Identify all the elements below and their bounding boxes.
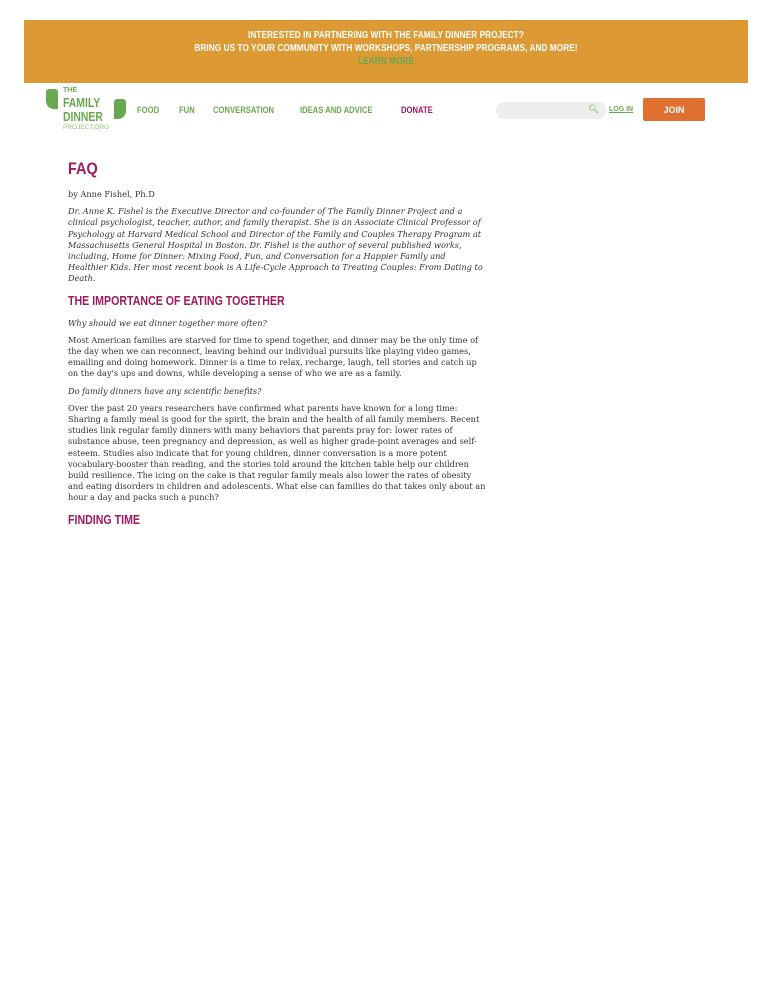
quote-open-icon [46, 89, 58, 109]
logo-dinner: DINNER [63, 109, 103, 124]
answer: Most American families are starved for time to spend together, and dinner may be the only time of the day when we can reconnect, leaving behind our individual pursuits like playing video games, emailing and doing homework. Dinner is a time to relax, recharge, laugh, tell stories and catch up on the day's ups and downs, while developing a sense of who we are as a family. [68, 334, 479, 379]
page-title: FAQ [68, 159, 98, 178]
article [68, 158, 486, 533]
logo-the: THE [63, 87, 77, 94]
promo-banner [24, 20, 748, 83]
nav-links [137, 105, 451, 115]
banner-line-2: BRING US TO YOUR COMMUNITY WITH WORKSHOPS, PARTNERSHIP PROGRAMS, AND MORE! [194, 43, 578, 54]
nav-fun[interactable]: FUN [178, 105, 195, 115]
logo[interactable] [46, 87, 130, 133]
question: Do family dinners have any scientific benefits? [68, 385, 262, 396]
fork-quote-icon [114, 99, 126, 119]
search-icon[interactable]: 🔍︎ [588, 104, 600, 114]
join-button[interactable]: JOIN [643, 98, 705, 121]
author-bio: Dr. Anne K. Fishel is the Executive Director and co-founder of The Family Dinner Project and a clinical psychologist, teacher, author, and family therapist. She is an Associate Clinical Professor of Psychology at Harvard Medical School and Director of the Family and Couples Therapy Program at Massachusetts General Hospital in Boston. Dr. Fishel is the author of several published works, including, Home for Dinner: Mixing Food, Fun, and Conversation for a Happier Family and Healthier Kids. Her most recent book is A Life-Cycle Approach to Treating Couples: From Dating to Death. [68, 206, 483, 284]
nav-food[interactable]: FOOD [137, 105, 160, 115]
logo-family: FAMILY [63, 95, 101, 110]
section-heading: FINDING TIME [68, 512, 141, 527]
section-heading: THE IMPORTANCE OF EATING TOGETHER [68, 293, 285, 308]
nav-donate[interactable]: DONATE [400, 105, 433, 115]
byline: by Anne Fishel, Ph.D [68, 189, 155, 199]
login-link[interactable]: LOG IN [609, 106, 634, 113]
nav-ideas-and-advice[interactable]: IDEAS AND ADVICE [299, 105, 373, 115]
learn-more-link[interactable]: LEARN MORE [358, 56, 414, 67]
banner-line-1: INTERESTED IN PARTNERING WITH THE FAMILY DINNER PROJECT? [248, 30, 524, 41]
logo-org: PROJECT.ORG [63, 124, 110, 131]
nav-conversation[interactable]: CONVERSATION [212, 105, 274, 115]
question: Why should we eat dinner together more often? [68, 317, 267, 328]
main-nav [24, 84, 748, 134]
answer: Over the past 20 years researchers have confirmed what parents have known for a long time: Sharing a family meal is good for the spirit, the brain and the health of all family members. Recent studies link regular family dinners with many behaviors that parents pray for: lower rates of substance abuse, teen pregnancy and depression, as well as higher grade-point averages and self-esteem. Studies also indicate that for young children, dinner conversation is a more potent vocabulary-booster than reading, and the stories told around the kitchen table help our children build resilience. The icing on the cake is that regular family meals also lower the rates of obesity and eating disorders in children and adolescents. What else can families do that takes only about an hour a day and packs such a punch? [68, 402, 486, 503]
